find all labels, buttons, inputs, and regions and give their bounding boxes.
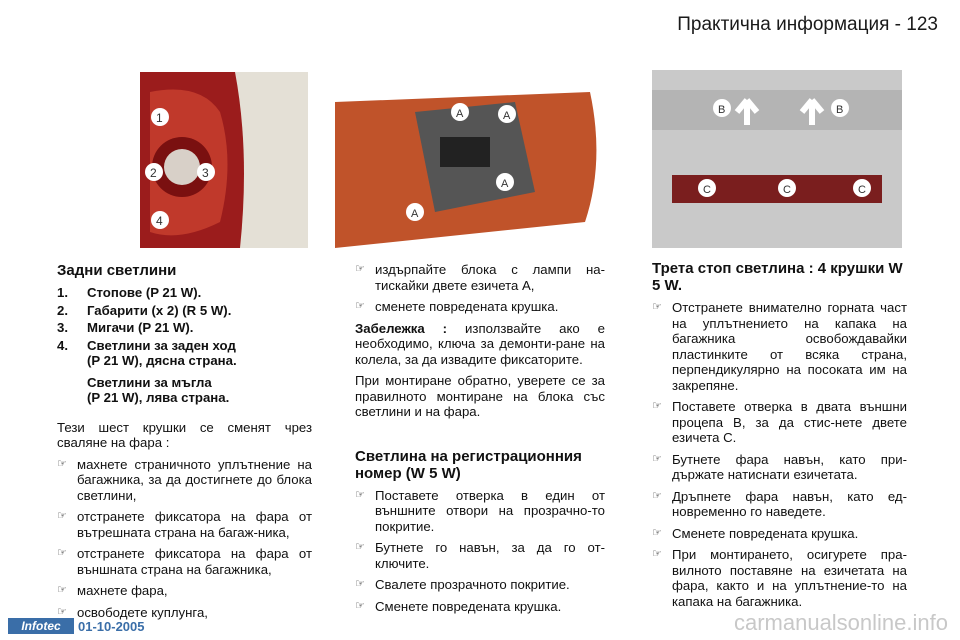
list-item: ☞ сменете повредената крушка. — [355, 299, 559, 314]
marker-4: 4 — [156, 214, 163, 228]
pointing-hand-icon: ☞ — [355, 263, 365, 275]
list-item: 4. Светлини за заден ход (P 21 W), дясна страна. — [57, 337, 237, 368]
intro-text: Тези шест крушки се сменят чрез сваляне на фара : — [57, 419, 312, 450]
list-item: ☞ Сменете повредената крушка. — [652, 525, 859, 541]
pointing-hand-icon: ☞ — [355, 541, 365, 553]
list-item: ☞ Бутнете фара навън, като при-държате натиснати езичетата. — [652, 451, 907, 482]
tail-light-photo — [140, 72, 308, 248]
marker-b2: B — [836, 104, 844, 116]
pointing-hand-icon: ☞ — [57, 457, 67, 470]
marker-1: 1 — [156, 111, 163, 125]
section-title-plate-light: Светлина на регистрационния номер (W 5 W) — [355, 447, 582, 482]
section-title-rear-lights: Задни светлини — [57, 262, 177, 279]
pointing-hand-icon: ☞ — [57, 510, 67, 522]
watermark: carmanualsonline.info — [733, 610, 948, 635]
marker-2: 2 — [150, 166, 157, 180]
marker-3: 3 — [202, 166, 209, 180]
list-item: ☞ освободете куплунга, — [57, 604, 208, 620]
pointing-hand-icon: ☞ — [355, 300, 365, 312]
pointing-hand-icon: ☞ — [652, 452, 662, 465]
list-item: ☞ отстранете фиксатора на фара от външната страна на багажника, — [57, 546, 312, 577]
page-header: Практична информация - 123 — [677, 14, 938, 35]
light-block-photo — [335, 72, 605, 248]
marker-b1: B — [718, 104, 726, 116]
list-item: ☞ Бутнете го навън, за да го от-ключите. — [355, 540, 605, 571]
rear-lights-section — [57, 262, 312, 626]
list-item: ☞ При монтирането, осигурете пра-вилното поставяне на езичетата на фара, както и на уплътнение-то на капака на багажника. — [652, 547, 907, 609]
list-item: ☞ Поставете отверка в двата външни процепа B, за да стис-нете двете езичета C. — [652, 399, 907, 445]
pointing-hand-icon: ☞ — [57, 584, 67, 596]
list-item: ☞ Свалете прозрачното покритие. — [355, 577, 570, 592]
list-item: 3. Мигачи (P 21 W). — [57, 320, 194, 335]
pointing-hand-icon: ☞ — [355, 599, 365, 612]
footer-date: 01-10-2005 — [78, 619, 145, 634]
pointing-hand-icon: ☞ — [652, 301, 662, 313]
pointing-hand-icon: ☞ — [355, 488, 365, 501]
marker-a4: A — [501, 178, 509, 190]
list-item: ☞ Сменете повредената крушка. — [355, 598, 562, 614]
pointing-hand-icon: ☞ — [652, 548, 662, 560]
list-item: ☞ Дръпнете фара навън, като ед-новременно го наведете. — [652, 488, 907, 519]
section-title-third-brake-light: Трета стоп светлина : 4 крушки W 5 W. — [652, 260, 903, 294]
third-brake-light-photo — [652, 70, 902, 248]
marker-c2: C — [783, 184, 791, 196]
marker-a1: A — [456, 108, 464, 120]
list-item: 1. Стопове (P 21 W). — [57, 285, 202, 300]
list-item: ☞ Отстранете внимателно горната част на уплътнението на капака на багажника освобождавайки пластинките от всяка страна, перпендикулярно на посоката им на закрепяне. — [652, 300, 907, 393]
marker-a2: A — [503, 110, 511, 122]
list-item: Светлини за мъгла (P 21 W), лява страна. — [87, 374, 230, 405]
list-item: ☞ махнете страничното уплътнение на багажника, за да достигнете до блока светлини, — [57, 456, 312, 503]
marker-a3: A — [411, 208, 419, 220]
pointing-hand-icon: ☞ — [652, 489, 662, 502]
marker-c1: C — [703, 184, 711, 196]
list-item: ☞ отстранете фиксатора на фара от вътрешната страна на багаж-ника, — [57, 509, 312, 540]
list-item: 2. Габарити (x 2) (R 5 W). — [57, 302, 232, 318]
bulb-list — [57, 285, 312, 406]
reassembly-paragraph: При монтиране обратно, уверете се за правилното монтиране на блока със светлини и на фара. — [355, 373, 605, 419]
infotec-badge: Infotec — [8, 618, 74, 634]
list-item: ☞ издърпайте блока с лампи на-тискайки двете езичета A, — [355, 262, 605, 293]
list-item: ☞ Поставете отверка в един от външните отвори на прозрачно-то покритие. — [355, 487, 605, 534]
middle-column — [355, 262, 605, 620]
third-brake-light-section — [652, 260, 907, 615]
pointing-hand-icon: ☞ — [652, 526, 662, 539]
list-item: ☞ махнете фара, — [57, 583, 168, 598]
pointing-hand-icon: ☞ — [652, 400, 662, 412]
pointing-hand-icon: ☞ — [57, 605, 67, 618]
pointing-hand-icon: ☞ — [355, 578, 365, 590]
pointing-hand-icon: ☞ — [57, 547, 67, 559]
note-paragraph: Забележка : използвайте ако е необходимо, ключа за демонти-ране на колела, за да извадите фиксаторите. — [355, 320, 605, 367]
marker-c3: C — [858, 184, 866, 196]
